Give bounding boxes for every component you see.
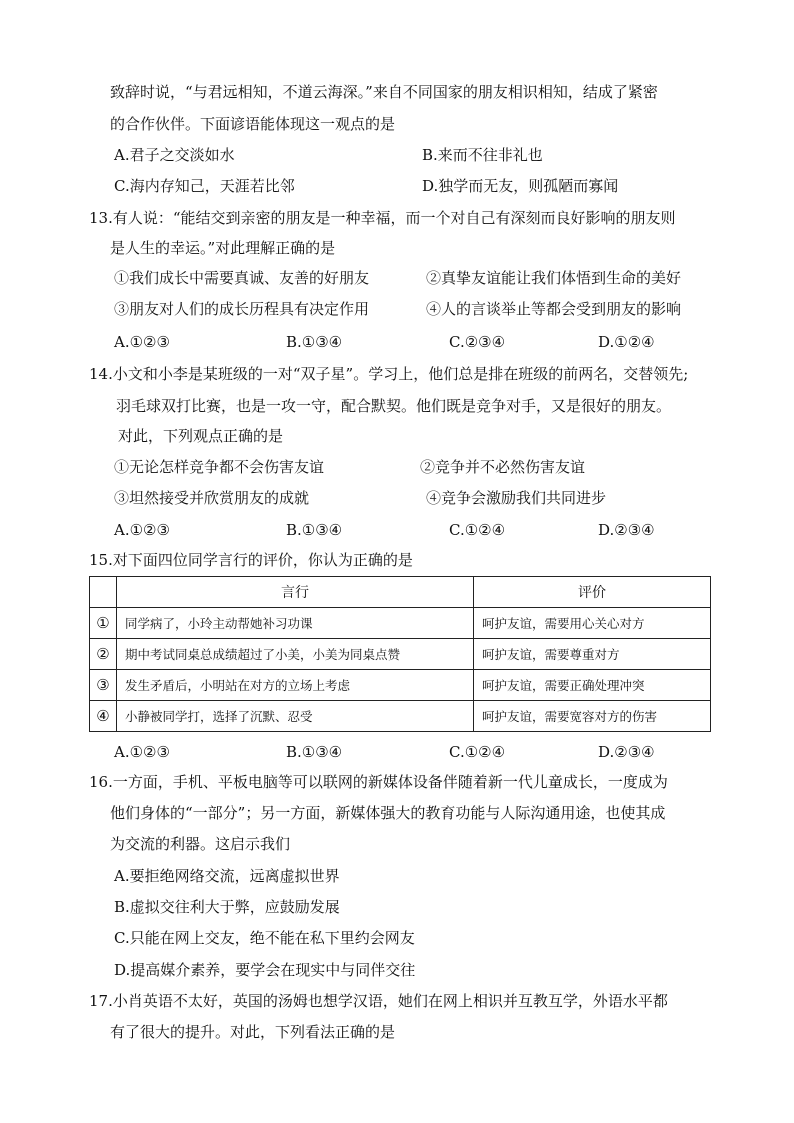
q15-line1: 15.对下面四位同学言行的评价，你认为正确的是 (89, 551, 413, 569)
q14-statement-1: ①无论怎样竞争都不会伤害友谊 (114, 458, 325, 476)
q12-option-c: C.海内存知己，天涯若比邻 (114, 177, 295, 195)
q16-option-c: C.只能在网上交友，绝不能在私下里约会网友 (114, 929, 415, 947)
q16-option-b: B.虚拟交往利大于弊，应鼓励发展 (114, 898, 340, 916)
q14-option-a: A.①②③ (114, 521, 170, 539)
q16-line2: 他们身体的“一部分”；另一方面，新媒体强大的教育功能与人际沟通用途，也使其成 (110, 804, 666, 822)
q16-option-d: D.提高媒介素养，要学会在现实中与同伴交往 (114, 961, 416, 979)
table-header-row (90, 577, 711, 608)
table-row (90, 608, 711, 639)
row-behavior: 发生矛盾后，小明站在对方的立场上考虑 (117, 670, 474, 701)
q12-option-d: D.独学而无友，则孤陋而寡闻 (422, 177, 619, 195)
row-number: ① (90, 608, 117, 639)
q14-option-d: D.②③④ (598, 521, 655, 539)
q14-option-c: C.①②④ (449, 521, 506, 539)
row-number: ③ (90, 670, 117, 701)
row-behavior: 同学病了，小玲主动帮她补习功课 (117, 608, 474, 639)
q15-option-b: B.①③④ (286, 743, 343, 761)
q13-option-a: A.①②③ (114, 333, 170, 351)
q14-line1: 14.小文和小李是某班级的一对“双子星”。学习上，他们总是排在班级的前两名，交替领先; (89, 365, 689, 383)
q13-option-d: D.①②④ (598, 333, 655, 351)
q13-option-c: C.②③④ (449, 333, 506, 351)
q14-option-b: B.①③④ (286, 521, 343, 539)
q13-line1: 13.有人说：“能结交到亲密的朋友是一种幸福，而一个对自己有深刻而良好影响的朋友则 (89, 209, 676, 227)
q15-option-c: C.①②④ (449, 743, 506, 761)
table-row (90, 670, 711, 701)
q16-line3: 为交流的利器。这启示我们 (110, 835, 291, 853)
table-header-eval: 评价 (474, 577, 711, 608)
row-number: ② (90, 639, 117, 670)
q14-line3: 对此，下列观点正确的是 (118, 427, 284, 445)
row-evaluation: 呵护友谊，需要宽容对方的伤害 (474, 701, 711, 732)
table-row (90, 701, 711, 732)
q15-option-d: D.②③④ (598, 743, 655, 761)
q12-line2: 的合作伙伴。下面谚语能体现这一观点的是 (110, 115, 396, 133)
table-header-num (90, 577, 117, 608)
q14-statement-3: ③坦然接受并欣赏朋友的成就 (114, 489, 310, 507)
q15-evaluation-table (89, 576, 711, 732)
table-header-say: 言行 (117, 577, 474, 608)
q15-option-a: A.①②③ (114, 743, 170, 761)
q13-option-b: B.①③④ (286, 333, 343, 351)
q12-option-b: B.来而不往非礼也 (422, 146, 543, 164)
q12-line1: 致辞时说，“与君远相知，不道云海深。”来自不同国家的朋友相识相知，结成了紧密 (110, 83, 658, 101)
q14-statement-4: ④竞争会激励我们共同进步 (426, 489, 607, 507)
row-behavior: 小静被同学打，选择了沉默、忍受 (117, 701, 474, 732)
row-evaluation: 呵护友谊，需要正确处理冲突 (474, 670, 711, 701)
q13-statement-3: ③朋友对人们的成长历程具有决定作用 (114, 300, 370, 318)
row-behavior: 期中考试同桌总成绩超过了小美，小美为同桌点赞 (117, 639, 474, 670)
q12-option-a: A.君子之交淡如水 (114, 146, 235, 164)
row-number: ④ (90, 701, 117, 732)
q14-line2: 羽毛球双打比赛，也是一攻一守，配合默契。他们既是竞争对手，又是很好的朋友。 (116, 397, 672, 415)
row-evaluation: 呵护友谊，需要尊重对方 (474, 639, 711, 670)
q16-line1: 16.一方面，手机、平板电脑等可以联网的新媒体设备伴随着新一代儿童成长，一度成为 (89, 773, 668, 791)
q13-statement-2: ②真挚友谊能让我们体悟到生命的美好 (426, 269, 682, 287)
q13-statement-1: ①我们成长中需要真诚、友善的好朋友 (114, 269, 370, 287)
q16-option-a: A.要拒绝网络交流，远离虚拟世界 (114, 867, 340, 885)
q13-line2: 是人生的幸运。”对此理解正确的是 (110, 239, 336, 257)
q13-statement-4: ④人的言谈举止等都会受到朋友的影响 (426, 300, 682, 318)
q17-line1: 17.小肖英语不太好，英国的汤姆也想学汉语，她们在网上相识并互教互学，外语水平都 (89, 992, 668, 1010)
q14-statement-2: ②竞争并不必然伤害友谊 (420, 458, 586, 476)
q17-line2: 有了很大的提升。对此，下列看法正确的是 (110, 1023, 396, 1041)
table-row (90, 639, 711, 670)
row-evaluation: 呵护友谊，需要用心关心对方 (474, 608, 711, 639)
